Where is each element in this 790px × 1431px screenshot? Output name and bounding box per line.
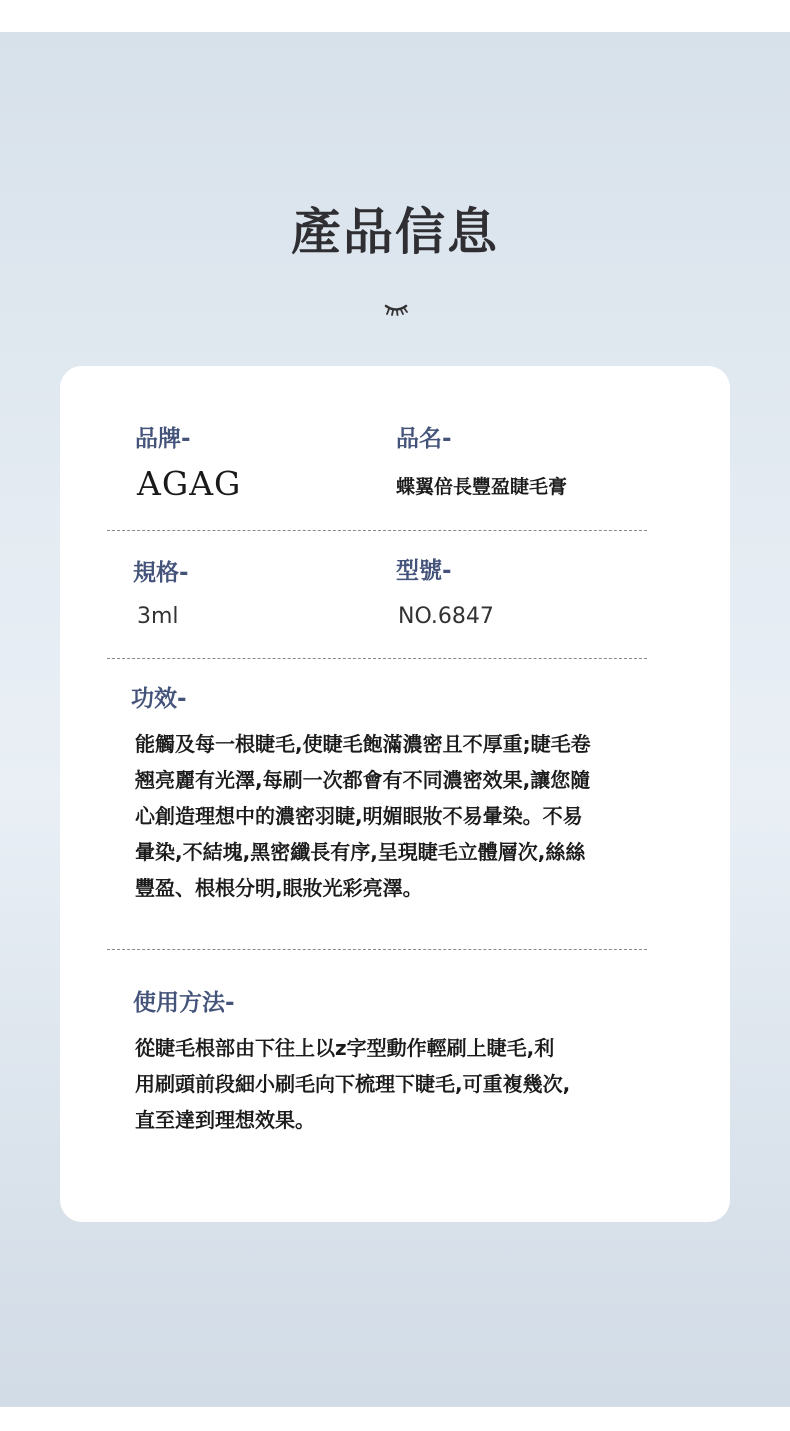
- brand-label: 品牌-: [135, 426, 191, 452]
- usage-line: 從睫毛根部由下往上以z字型動作輕刷上睫毛,利: [135, 1036, 555, 1060]
- model-label: 型號-: [396, 558, 452, 584]
- usage-line: 直至達到理想效果。: [135, 1108, 315, 1132]
- divider: [107, 530, 647, 531]
- efficacy-line: 能觸及每一根睫毛,使睫毛飽滿濃密且不厚重;睫毛卷: [135, 732, 591, 756]
- product-name-label: 品名-: [396, 426, 452, 452]
- product-name-value: 蝶翼倍長豐盈睫毛膏: [396, 476, 568, 498]
- efficacy-line: 心創造理想中的濃密羽睫,明媚眼妝不易暈染。不易: [135, 804, 583, 828]
- eyelash-icon: [383, 300, 409, 316]
- model-value: NO.6847: [398, 604, 494, 629]
- divider: [107, 949, 647, 950]
- usage-line: 用刷頭前段細小刷毛向下梳理下睫毛,可重複幾次,: [135, 1072, 571, 1096]
- efficacy-line: 豐盈、根根分明,眼妝光彩亮澤。: [135, 876, 423, 900]
- efficacy-line: 翘亮麗有光澤,每刷一次都會有不同濃密效果,讓您隨: [135, 768, 591, 792]
- page-title: 產品信息: [291, 203, 499, 261]
- usage-text: [135, 1030, 665, 1138]
- divider: [107, 658, 647, 659]
- brand-value: AGAG: [137, 464, 242, 503]
- spec-value: 3ml: [137, 604, 179, 629]
- usage-label: 使用方法-: [133, 990, 235, 1016]
- efficacy-line: 暈染,不結塊,黑密纖長有序,呈現睫毛立體層次,絲絲: [135, 840, 586, 864]
- spec-label: 規格-: [133, 560, 189, 586]
- efficacy-text: [135, 726, 665, 906]
- efficacy-label: 功效-: [131, 686, 187, 712]
